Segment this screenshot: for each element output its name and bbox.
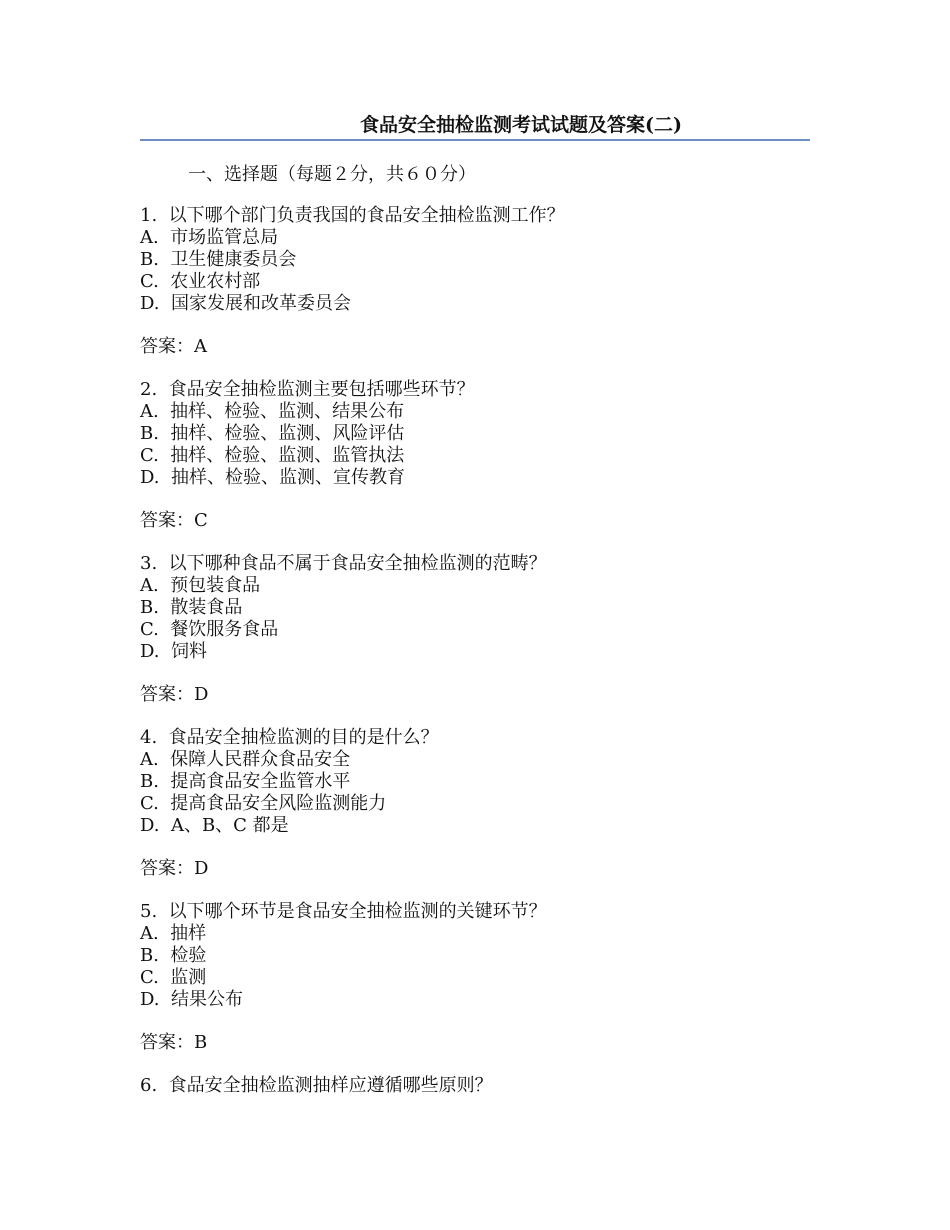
answer-key: 答案：C — [140, 510, 208, 531]
answer-key: 答案：D — [140, 684, 209, 705]
answer-option: A. 保障人民群众食品安全 — [140, 749, 351, 770]
answer-option: B. 散装食品 — [140, 597, 243, 618]
question-stem: 3. 以下哪种食品不属于食品安全抽检监测的范畴？ — [140, 553, 547, 574]
answer-option: C. 抽样、检验、监测、监管执法 — [140, 445, 405, 466]
answer-key: 答案：A — [140, 336, 207, 357]
answer-option: B. 检验 — [140, 945, 207, 966]
question-block — [140, 379, 810, 489]
answer-option: A. 抽样 — [140, 923, 207, 944]
answer-option: B. 卫生健康委员会 — [140, 249, 297, 270]
answer-option: C. 餐饮服务食品 — [140, 619, 279, 640]
question-block — [140, 205, 810, 315]
section-heading: 一、选择题（每题２分，共６０分） — [188, 164, 476, 185]
question-stem: 1. 以下哪个部门负责我国的食品安全抽检监测工作？ — [140, 205, 565, 226]
question-list — [140, 205, 810, 1118]
question-block — [140, 727, 810, 837]
question-stem: 5. 以下哪个环节是食品安全抽检监测的关键环节？ — [140, 901, 547, 922]
answer-option: C. 提高食品安全风险监测能力 — [140, 793, 387, 814]
page-title: 食品安全抽检监测考试试题及答案(二) — [360, 114, 682, 136]
answer-option: D. 国家发展和改革委员会 — [140, 293, 351, 314]
answer-option: C. 农业农村部 — [140, 271, 261, 292]
answer-option: D. 结果公布 — [140, 989, 243, 1010]
answer-key: 答案：B — [140, 1032, 208, 1053]
title-underline — [140, 139, 810, 141]
answer-option: C. 监测 — [140, 967, 207, 988]
answer-key: 答案：D — [140, 858, 209, 879]
answer-option: A. 抽样、检验、监测、结果公布 — [140, 401, 405, 422]
answer-option: D. 抽样、检验、监测、宣传教育 — [140, 467, 405, 488]
answer-option: A. 预包装食品 — [140, 575, 261, 596]
answer-option: D. 饲料 — [140, 641, 207, 662]
answer-option: B. 提高食品安全监管水平 — [140, 771, 351, 792]
answer-option: A. 市场监管总局 — [140, 227, 279, 248]
answer-option: B. 抽样、检验、监测、风险评估 — [140, 423, 405, 444]
question-stem: 4. 食品安全抽检监测的目的是什么？ — [140, 727, 439, 748]
question-block — [140, 901, 810, 1011]
question-block — [140, 1075, 810, 1097]
question-stem: 2. 食品安全抽检监测主要包括哪些环节？ — [140, 379, 475, 400]
answer-option: D. A、B、C 都是 — [140, 815, 289, 836]
question-stem: 6. 食品安全抽检监测抽样应遵循哪些原则？ — [140, 1075, 493, 1096]
question-block — [140, 553, 810, 663]
